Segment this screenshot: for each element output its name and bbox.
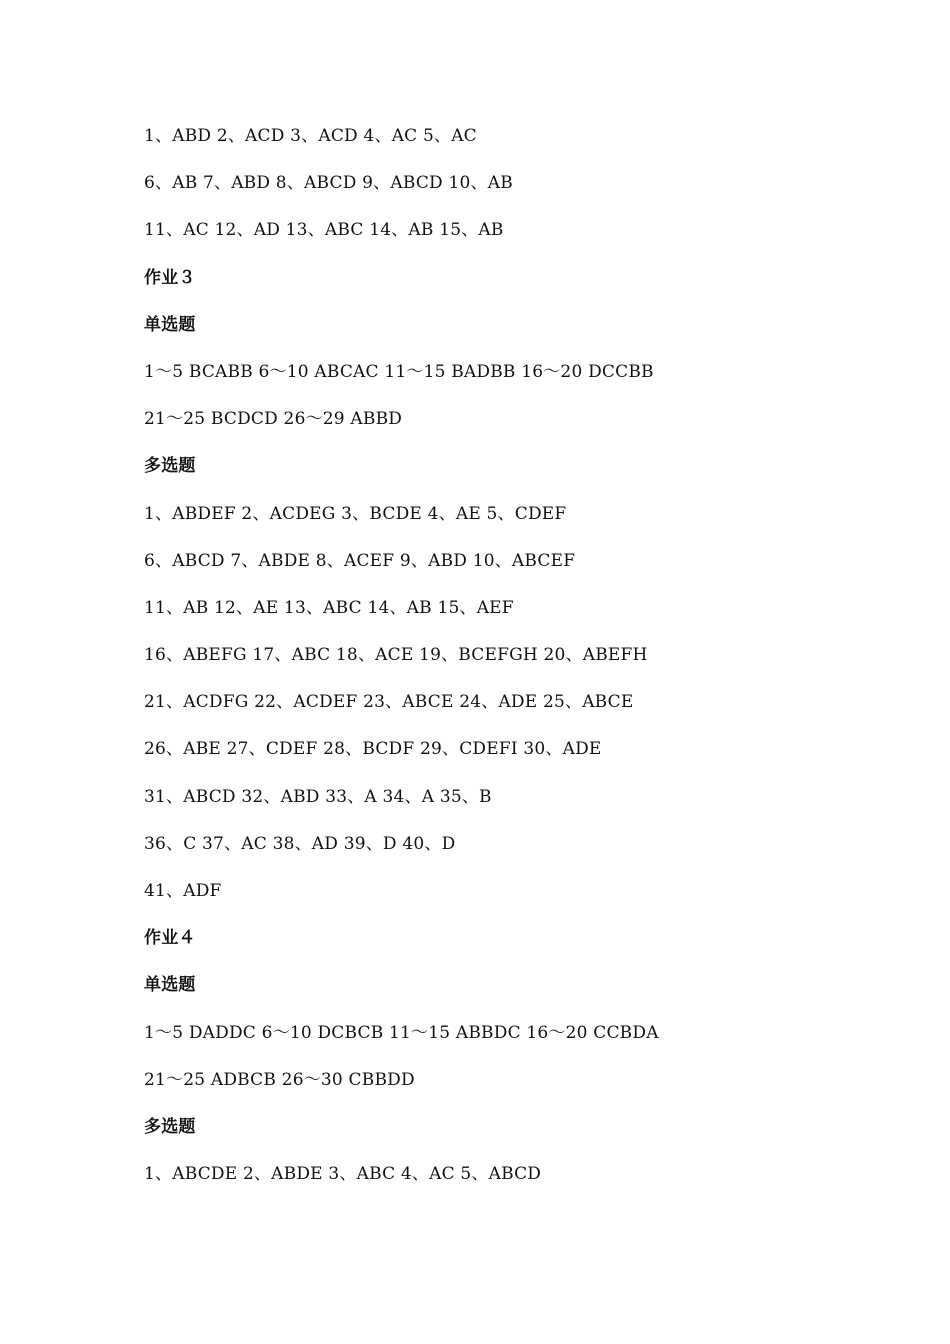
answer-line: 21、ACDFG 22、ACDEF 23、ABCE 24、ADE 25、ABCE: [144, 692, 634, 713]
subsection-heading: 单选题: [144, 314, 196, 335]
answer-line: 6、ABCD 7、ABDE 8、ACEF 9、ABD 10、ABCEF: [144, 550, 576, 571]
answer-line: 1、ABD 2、ACD 3、ACD 4、AC 5、AC: [144, 126, 477, 146]
answer-line: 16、ABEFG 17、ABC 18、ACE 19、BCEFGH 20、ABEFH: [144, 645, 648, 666]
subsection-heading: 多选题: [144, 456, 196, 477]
answer-line: 31、ABCD 32、ABD 33、A 34、A 35、B: [144, 786, 492, 807]
answer-line: 21～25 BCDCD 26～29 ABBD: [144, 409, 403, 430]
subsection-heading: 多选题: [144, 1116, 196, 1137]
subsection-heading: 单选题: [144, 975, 196, 996]
answer-line: 1、ABCDE 2、ABDE 3、ABC 4、AC 5、ABCD: [144, 1164, 542, 1185]
answer-line: 26、ABE 27、CDEF 28、BCDF 29、CDEFI 30、ADE: [144, 739, 602, 760]
answer-line: 11、AC 12、AD 13、ABC 14、AB 15、AB: [144, 220, 504, 241]
section-heading: 作业４: [144, 928, 196, 949]
answer-line: 11、AB 12、AE 13、ABC 14、AB 15、AEF: [144, 597, 514, 618]
answer-line: 36、C 37、AC 38、AD 39、D 40、D: [144, 833, 456, 854]
answer-line: 1～5 BCABB 6～10 ABCAC 11～15 BADBB 16～20 DCCBB: [144, 361, 654, 382]
answer-line: 6、AB 7、ABD 8、ABCD 9、ABCD 10、AB: [144, 173, 513, 194]
section-heading: 作业３: [144, 267, 196, 288]
answer-line: 41、ADF: [144, 881, 222, 901]
answer-line: 1、ABDEF 2、ACDEG 3、BCDE 4、AE 5、CDEF: [144, 503, 567, 524]
answer-line: 1～5 DADDC 6～10 DCBCB 11～15 ABBDC 16～20 CCBDA: [144, 1022, 659, 1043]
document-page: [144, 113, 904, 1198]
answer-line: 21～25 ADBCB 26～30 CBBDD: [144, 1069, 415, 1090]
